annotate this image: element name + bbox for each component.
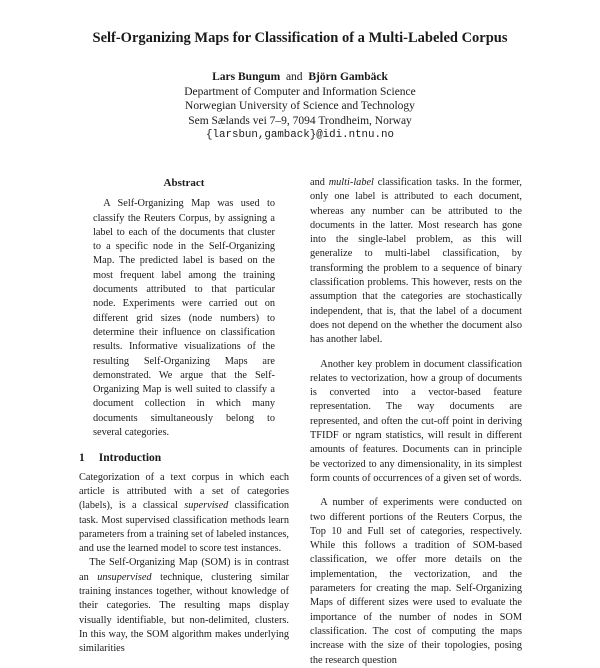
affiliation-university: Norwegian University of Science and Technology [185,100,415,113]
intro-paragraph-2: The Self-Organizing Map (SOM) is in contrast an unsupervised technique, clustering similar training instances together, without knowledge of their categories. The resulting maps display visually identifiable, but non-delimited, clusters. In this way, the SOM algorithm makes underlying similarities [79,557,289,655]
author-conjunction: and [285,71,303,83]
author-email: {larsbun,gamback}@idi.ntnu.no [206,129,394,142]
abstract-heading: Abstract [163,177,205,189]
author-1: Lars Bungum [212,71,281,83]
affiliation-address: Sem Sælands vei 7–9, 7094 Trondheim, Norway [188,114,412,127]
intro-paragraph-1: Categorization of a text corpus in which each article is attributed with a set of categories (labels), is a classical supervised classification task. Most supervised classification methods learn parameters from a training set of labeled instances, and use the learned model to score test instances. [79,471,289,555]
affiliation-department: Department of Computer and Information Science [184,85,416,98]
right-paragraph-2: Another key problem in document classification relates to vectorization, how a group of documents is converted into a vector-based feature representation. The way documents are represented, and often the cut-off point in deriving TFIDF or ngram statistics, will result in different amounts of features. Documents can in principle be vectorized to any dimensionality, in its simplest form counts of occurrences of a given set of words. [310,358,522,484]
author-block [0,70,600,143]
paper-title: Self-Organizing Maps for Classification of a Multi-Labeled Corpus [92,30,508,46]
section-number: 1 [79,452,85,465]
right-paragraph-3: A number of experiments were conducted on two different portions of the Reuters Corpus, the Top 10 and Full set of categories, respectively. While this follows a tradition of SOM-based classification, we offer more details on the implementation, the vectorization, and the parameters for creating the map. Self-Organizing Maps of different sizes were used to evaluate the importance of the number of nodes in SOM classification. The cost of computing the maps increase with the size of their topologies, posing the research question [310,497,522,666]
section-heading-introduction [79,451,289,465]
abstract-text: A Self-Organizing Map was used to classify the Reuters Corpus, by assigning a label to each of the documents that cluster to a specific node in the Self-Organizing Map. The predicted label is based on the most frequent label among the training documents attributed to that particular node. Experiments were carried out on different grid sizes (node numbers) to determine their influence on classification results. Informative visualizations of the resulting Self-Organizing Maps are demonstrated. We argue that the Self-Organizing Map is well suited to classify a document collection in which many documents simultaneously belong to several categories. [93,198,275,439]
left-column [79,176,289,657]
author-names [0,70,600,85]
author-2: Björn Gambäck [308,71,388,83]
right-paragraph-1: and multi-label classification tasks. In the former, only one label is attributed to each document, whereas any number can be attributed to the documents in the latter. Most research has gone into the single-label problem, as this will generalize to multi-label classification, by transforming the problem to a sequence of binary classification problems. This however, rests on the assumption that the categories are stochastically independent, that is, that the label of a document does not depend on the whether the document also has another label. [310,177,522,346]
right-column [310,176,522,668]
section-title: Introduction [98,452,162,465]
abstract-body [79,197,289,440]
